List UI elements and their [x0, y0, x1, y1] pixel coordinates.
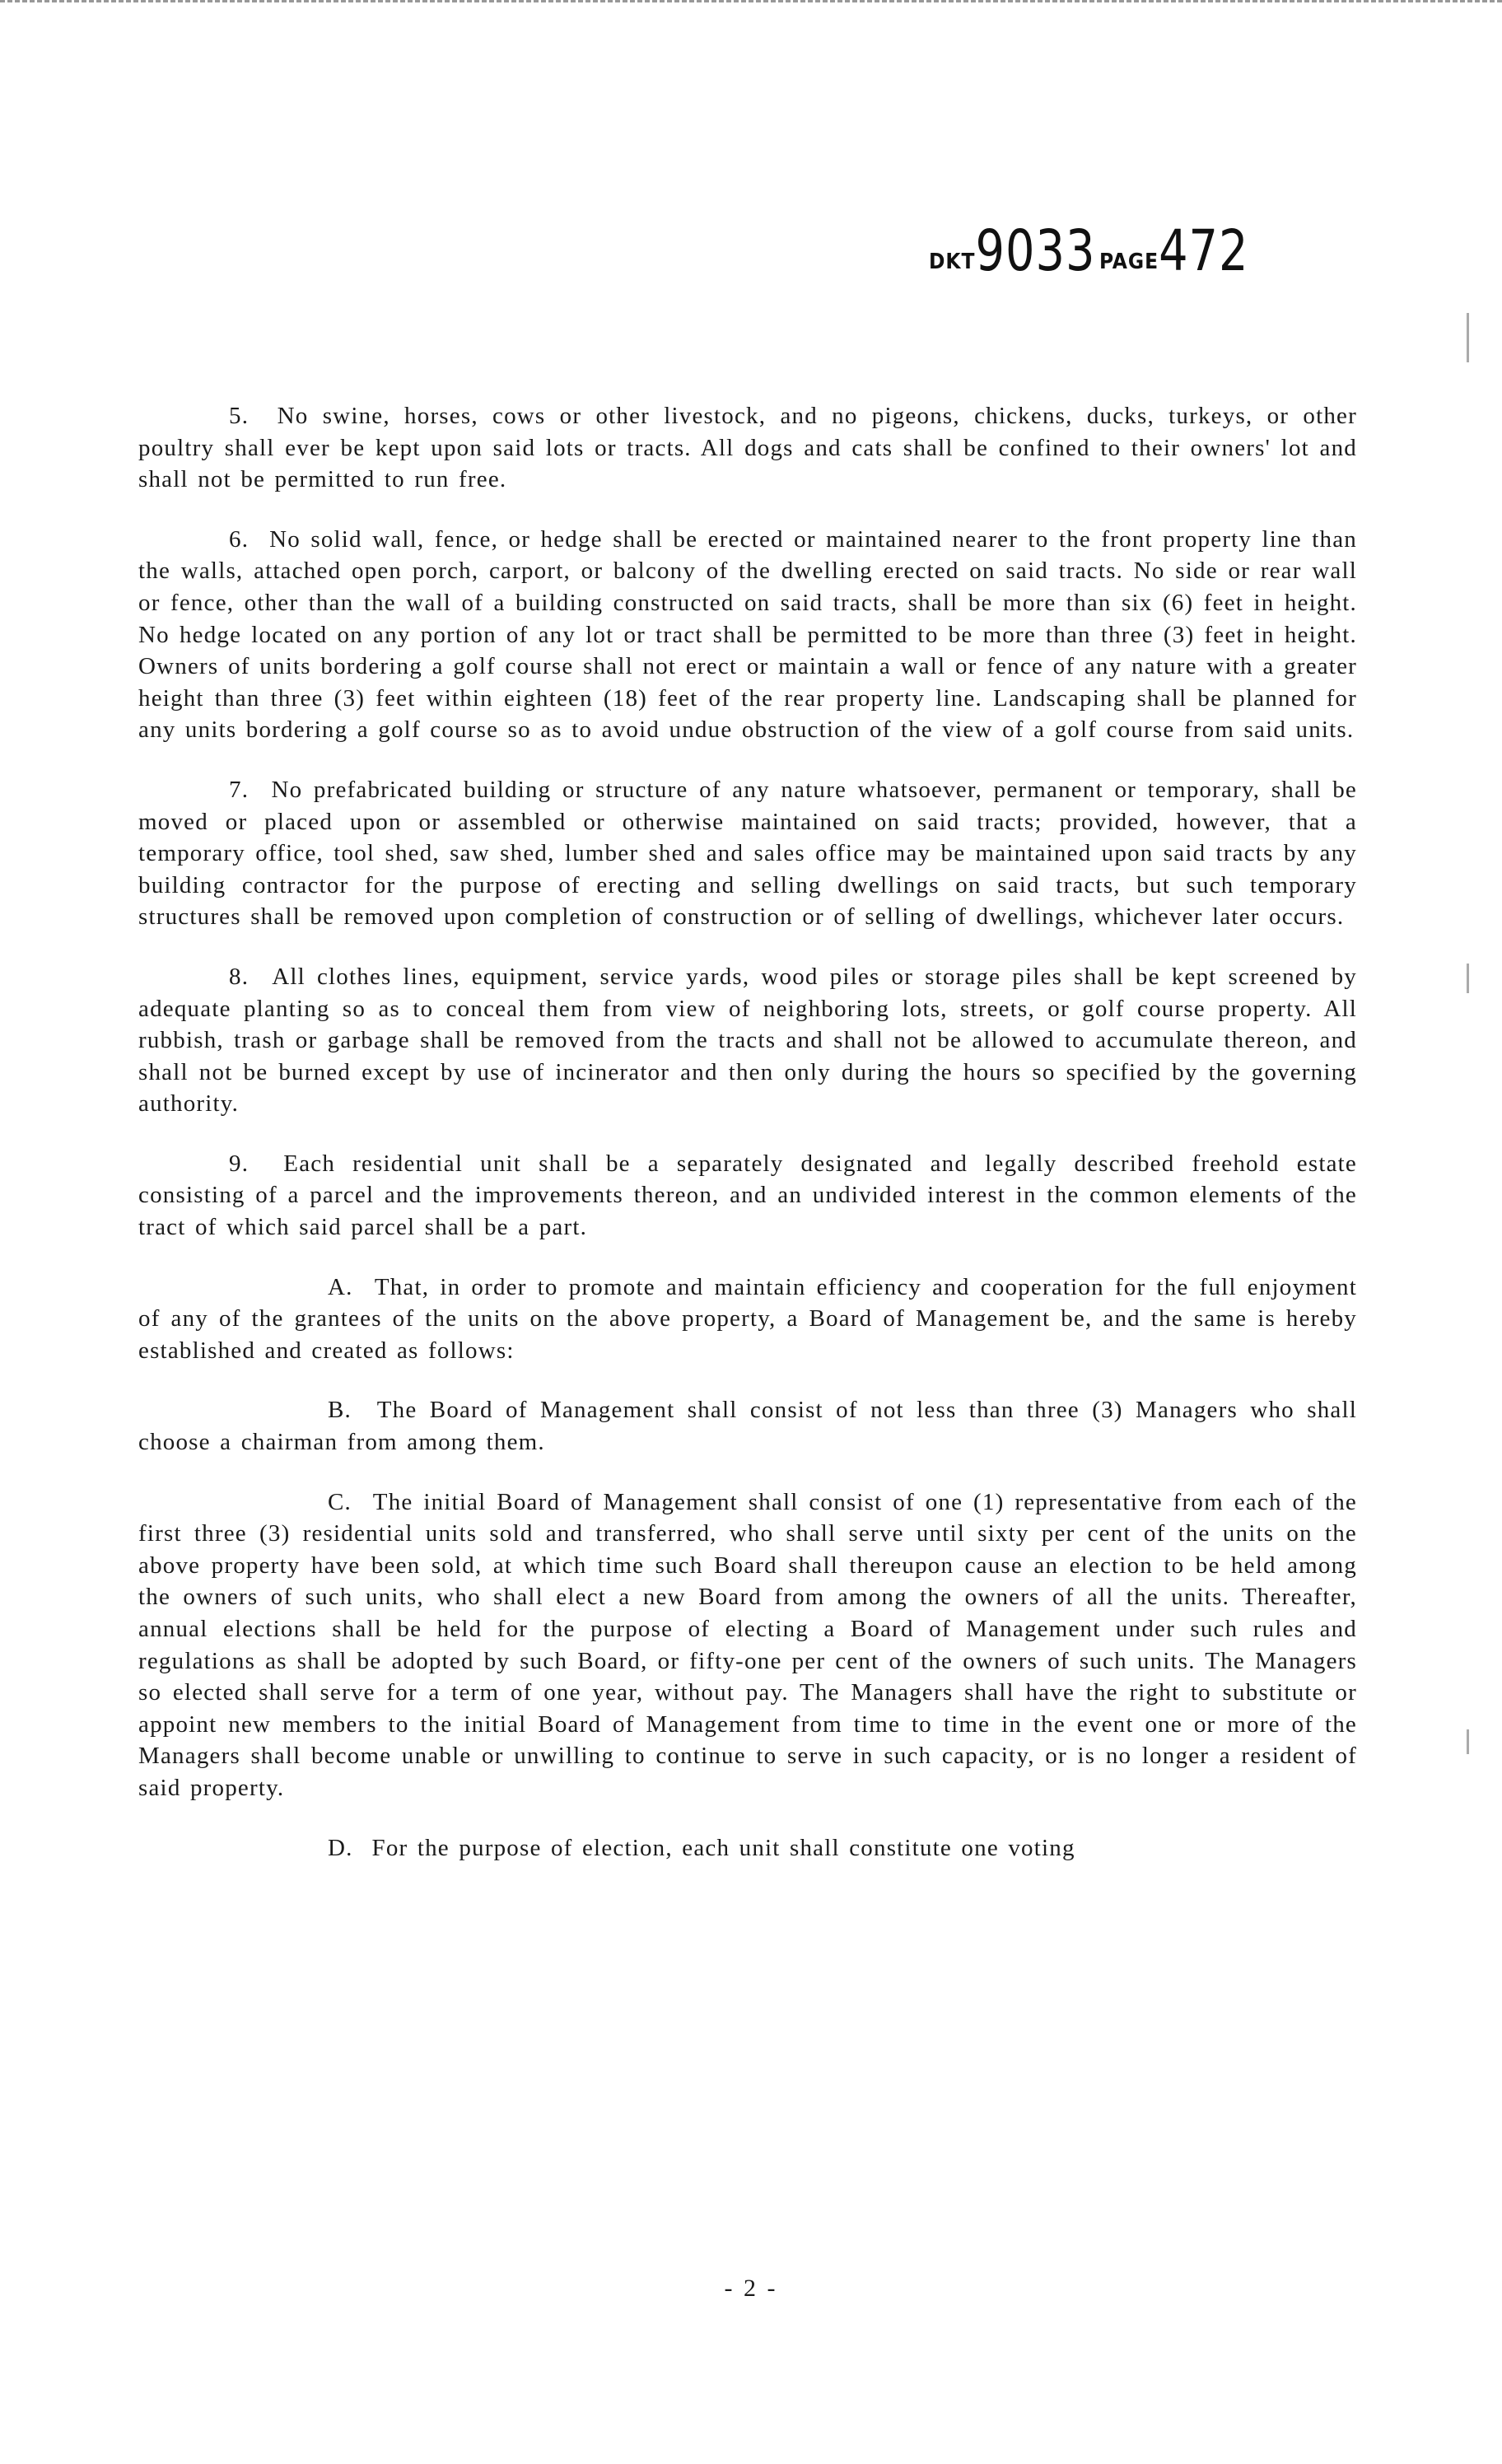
subparagraph-text: For the purpose of election, each unit shall constitute one voting [371, 1834, 1075, 1861]
paragraph-5 [138, 400, 1357, 496]
docket-number: 9033 [975, 217, 1096, 284]
paragraph-number: 5. [229, 403, 250, 429]
subparagraph-text: The Board of Management shall consist of not less than three (3) Managers who shall choose a chairman from among them. [138, 1397, 1358, 1456]
paragraph-text: No prefabricated building or structure of any nature whatsoever, permanent or temporary, shall be moved or placed upon or assembled or otherwise maintained on said tracts; provided, however, that a temporary office, tool shed, saw shed, lumber shed and sales office may be maintained upon said tracts by any building contractor for the purpose of erecting and selling dwellings on said tracts, but such temporary structures shall be removed upon completion of construction or of selling of dwellings, whichever later occurs. [138, 776, 1358, 931]
subparagraph-letter: A. [328, 1273, 353, 1300]
subparagraph-d [138, 1832, 1357, 1864]
subparagraph-letter: C. [328, 1488, 352, 1515]
paragraph-number: 9. [229, 1150, 250, 1177]
page-label: PAGE [1099, 250, 1159, 274]
scan-edge-mark [1467, 1729, 1469, 1754]
scan-edge-mark [1467, 964, 1469, 993]
paragraph-text: No swine, horses, cows or other livestock, and no pigeons, chickens, ducks, turkeys, or other poultry shall ever be kept upon said lots or tracts. All dogs and cats shall be confined to their owners' lot and shall not be permitted to run free. [138, 403, 1357, 493]
paragraph-8 [138, 961, 1357, 1120]
subparagraph-text: The initial Board of Management shall consist of one (1) representative from each of the first three (3) residential units sold and transferred, who shall serve until sixty per cent of the units on the above property have been sold, at which time such Board shall thereupon cause an election to be held among the owners of such units, who shall elect a new Board from among the owners of all the units. Thereafter, annual elections shall be held for the purpose of electing a Board of Management under such rules and regulations as shall be adopted by such Board, or fifty-one per cent of the owners of such units. The Managers so elected shall serve for a term of one year, without pay. The Managers shall have the right to substitute or appoint new members to the initial Board of Management from time to time in the event one or more of the Managers shall become unable or unwilling to continue to serve in such capacity, or is no longer a resident of said property. [138, 1488, 1357, 1801]
paragraph-number: 6. [229, 525, 250, 553]
document-body [138, 400, 1357, 1892]
paragraph-text: Each residential unit shall be a separately designated and legally described freehold estate consisting of a parcel and the improvements thereon, and an undivided interest in the common elements of the tract of which said parcel shall be a part. [138, 1150, 1357, 1241]
paragraph-6 [138, 524, 1357, 746]
paragraph-text: All clothes lines, equipment, service yards, wood piles or storage piles shall be kept screened by adequate planting so as to conceal them from view of neighboring lots, streets, or golf course property. All rubbish, trash or garbage shall be removed from the tracts and shall not be allowed to accumulate thereon, and shall not be burned except by use of incinerator and then only during the hours so specified by the governing authority. [138, 963, 1357, 1118]
scan-top-edge [0, 0, 1502, 21]
paragraph-9 [138, 1148, 1357, 1244]
subparagraph-letter: D. [328, 1834, 353, 1861]
paragraph-7 [138, 774, 1357, 933]
docket-page-stamp [929, 217, 1249, 284]
paragraph-number: 7. [229, 776, 250, 803]
subparagraph-a [138, 1272, 1357, 1367]
paragraph-number: 8. [229, 963, 250, 990]
paragraph-text: No solid wall, fence, or hedge shall be erected or maintained nearer to the front property line than the walls, attached open porch, carport, or balcony of the dwelling erected on said tracts. No side or rear wall or fence, other than the wall of a building constructed on said tracts, shall be more than six (6) feet in height. No hedge located on any portion of any lot or tract shall be permitted to be more than three (3) feet in height. Owners of units bordering a golf course shall not erect or maintain a wall or fence of any nature with a greater height than three (3) feet within eighteen (18) feet of the rear property line. Landscaping shall be planned for any units bordering a golf course so as to avoid undue obstruction of the view of a golf course from said units. [138, 525, 1358, 744]
subparagraph-letter: B. [328, 1397, 352, 1424]
subparagraph-text: That, in order to promote and maintain efficiency and cooperation for the full enjoyment of any of the grantees of the units on the above property, a Board of Management be, and the same is hereby established and created as follows: [138, 1273, 1357, 1364]
page-footer-number: - 2 - [724, 2275, 778, 2302]
scan-edge-mark [1467, 313, 1469, 362]
docket-prefix: DKT [929, 250, 976, 274]
subparagraph-b [138, 1394, 1357, 1458]
subparagraph-c [138, 1486, 1357, 1804]
page-number: 472 [1159, 217, 1249, 284]
